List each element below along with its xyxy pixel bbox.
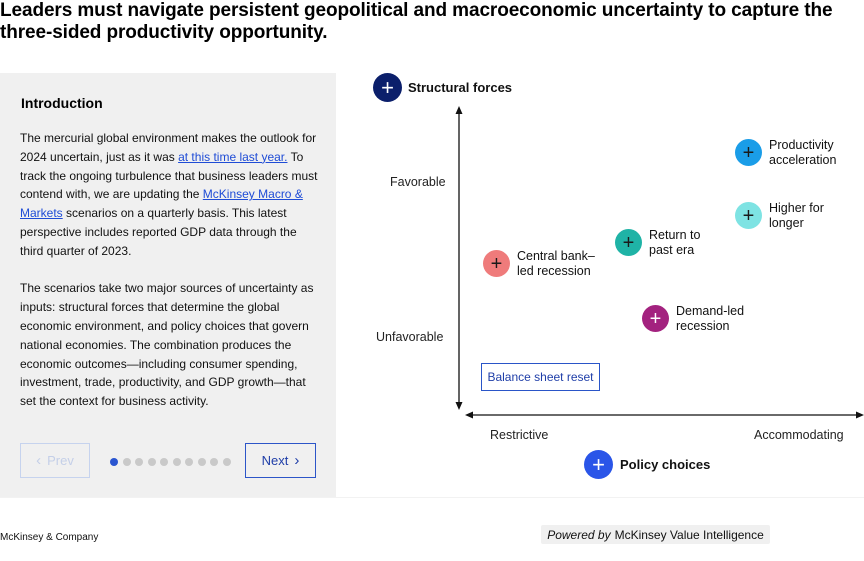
intro-paragraph-2: The scenarios take two major sources of uncertainty as inputs: structural forces that determine the global economic environment, and policy choices that govern national economies. The combination produces the economic outcomes—including consumer spending, investment, trade, productivity, and GDP growth—that set the context for business activity. [20,281,314,409]
page-dot-2[interactable] [123,458,131,466]
return-to-past-era-icon[interactable]: + [615,229,642,256]
chevron-right-icon: › [294,452,300,469]
page-dot-10[interactable] [223,458,231,466]
x-axis [465,412,864,419]
next-button[interactable]: Next › [245,443,316,478]
page-dot-5[interactable] [160,458,168,466]
demand-led-recession-label: Demand-led recession [676,304,745,333]
y-tick-unfavorable: Unfavorable [376,330,444,344]
policy-choices-title: Policy choices [620,457,711,472]
policy-choices-icon[interactable]: + [584,450,613,479]
intro-paragraph-1: The mercurial global environment makes the outlook for 2024 uncertain, just as it was at this time last year. To track the ongoing turbulence that business leaders must contend with, we are updating the McKinsey Macro & Markets scenarios on a quarterly basis. This latest perspective includes reported GDP data through the third quarter of 2023. [20,131,318,258]
demand-led-recession-icon[interactable]: + [642,305,669,332]
y-axis [456,106,463,410]
page-dot-3[interactable] [135,458,143,466]
y-tick-favorable: Favorable [390,175,446,189]
x-tick-restrictive: Restrictive [490,428,549,442]
powered-by-badge: Powered by McKinsey Value Intelligence [541,525,770,544]
page-dot-7[interactable] [185,458,193,466]
last-year-link[interactable]: at this time last year. [178,149,288,164]
intro-title: Introduction [21,95,103,111]
productivity-acceleration-label: Productivity acceleration [769,138,837,167]
intro-panel [0,73,336,497]
central-bank-led-recession-label: Central bank– led recession [517,249,595,278]
higher-for-longer-icon[interactable]: + [735,202,762,229]
structural-forces-icon[interactable]: + [373,73,402,102]
page-dot-4[interactable] [148,458,156,466]
intro-body [20,129,320,430]
higher-for-longer-label: Higher for longer [769,201,824,230]
scenario-diagram [336,73,864,497]
page-dot-1[interactable] [110,458,118,466]
productivity-acceleration-icon[interactable]: + [735,139,762,166]
balance-sheet-reset-button[interactable]: Balance sheet reset [481,363,600,391]
macro-markets-link[interactable]: McKinsey Macro & Markets [20,187,303,221]
page-dot-9[interactable] [210,458,218,466]
footer-divider [0,497,864,498]
page-headline: Leaders must navigate persistent geopolitical and macroeconomic uncertainty to capture the three-sided productivity opportunity. [0,0,833,43]
central-bank-led-recession-icon[interactable]: + [483,250,510,277]
brand-logo: McKinsey & Company [0,532,99,543]
structural-forces-title: Structural forces [408,80,513,95]
pagination-dots [110,458,231,466]
x-tick-accommodating: Accommodating [754,428,844,442]
return-to-past-era-label: Return to past era [649,228,701,257]
chevron-left-icon: ‹ [36,452,42,469]
page-dot-8[interactable] [198,458,206,466]
prev-button[interactable]: ‹ Prev [20,443,90,478]
page-dot-6[interactable] [173,458,181,466]
